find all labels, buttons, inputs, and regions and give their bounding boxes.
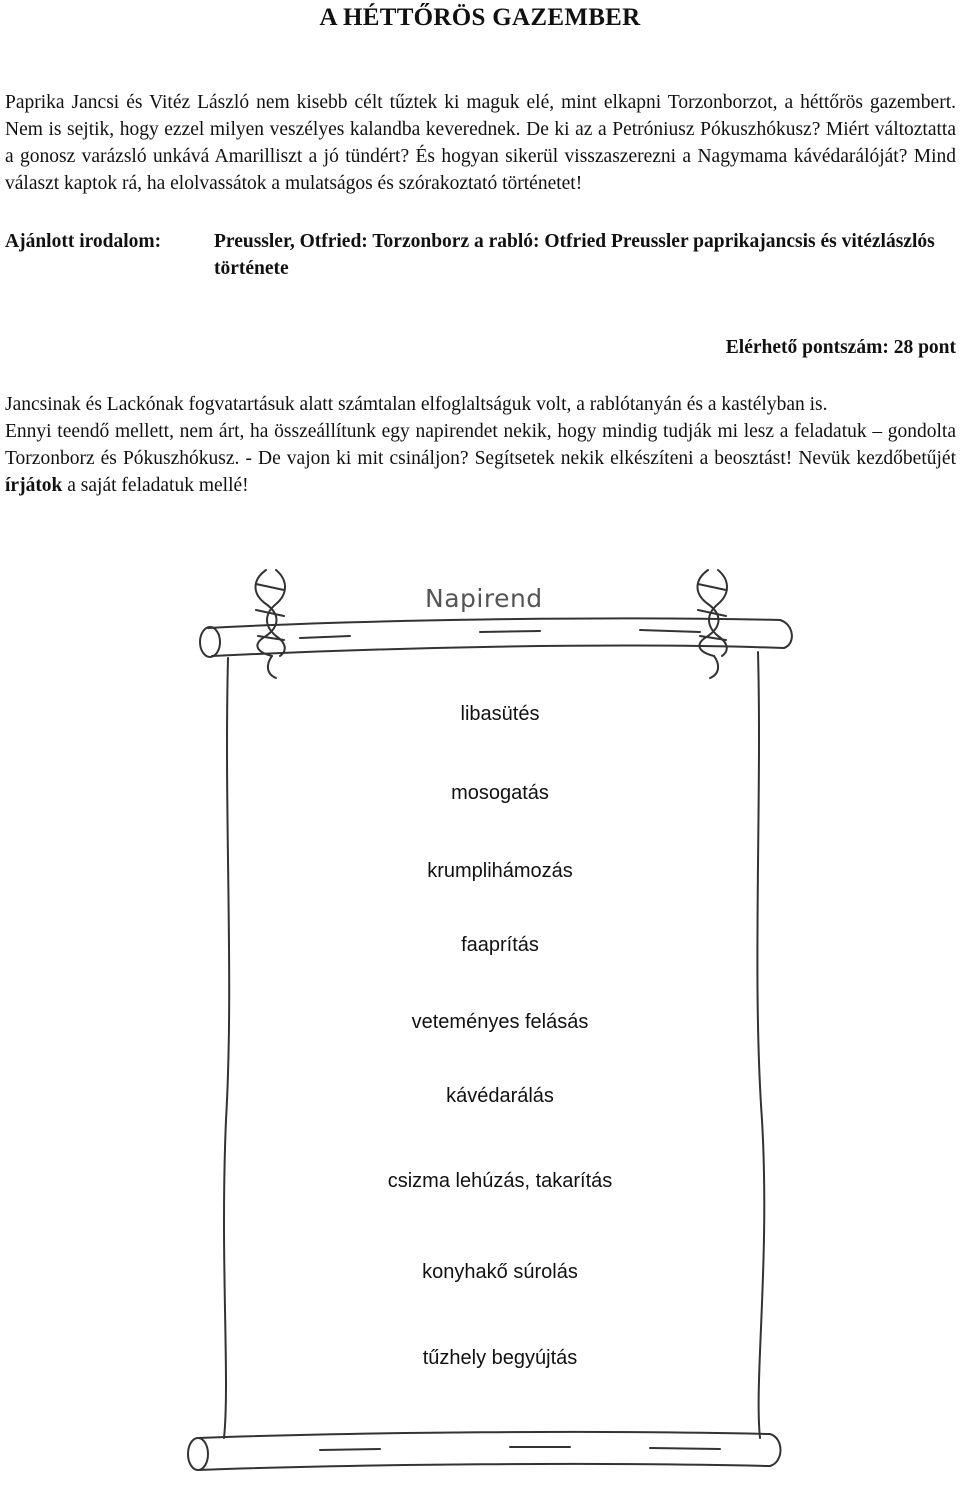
task-text-start: Ennyi teendő mellett, nem árt, ha összeállítunk egy napirendet nekik, hogy mindig tudják mi lesz a feladatuk – gondolta Torzonborz és Pókuszhókusz. - De vajon ki mit csináljon? Segítsetek nekik elkészíteni a beosztást! Nevük kezdőbetűjét (5, 421, 956, 469)
task-paragraph-1: Jancsinak és Lackónak fogvatartásuk alatt számtalan elfoglaltságuk volt, a rablótanyán és a kastélyban is. (5, 394, 828, 415)
chore-list (180, 560, 960, 1490)
chore-item: faaprítás (461, 934, 539, 956)
chore-item: mosogatás (451, 782, 549, 804)
recommended-label: Ajánlott irodalom: (5, 231, 162, 252)
points-available: Elérhető pontszám: 28 pont (725, 337, 956, 358)
schedule-scroll (180, 560, 960, 1490)
chore-item: krumplihámozás (427, 860, 573, 882)
chore-item: tűzhely begyújtás (422, 1347, 578, 1369)
chore-item: kávédarálás (446, 1085, 554, 1107)
chore-item: csizma lehúzás, takarítás (387, 1170, 613, 1192)
chore-item: libasütés (460, 703, 540, 725)
task-instructions (5, 391, 956, 499)
schedule-title: Napirend (425, 584, 543, 613)
chore-item: konyhakő súrolás (422, 1261, 578, 1283)
recommended-book: Preussler, Otfried: Torzonborz a rabló: Otfried Preussler paprikajancsis és vitézlászlós története (214, 231, 935, 279)
task-paragraph-2 (5, 418, 956, 499)
task-text-bold: írjátok (5, 475, 63, 496)
intro-paragraph: Paprika Jancsi és Vitéz László nem kisebb célt tűztek ki maguk elé, mint elkapni Torzonborzot, a héttőrös gazembert. Nem is sejtik, hogy ezzel milyen veszélyes kalandba keverednek. De ki az a Petróniusz Pókuszhókusz? Miért változtatta a gonosz varázsló unkává Amarilliszt a jó tündért? És hogyan sikerül visszaszerezni a Nagymama kávédarálóját? Mind választ kaptok rá, ha elolvassátok a mulatságos és szórakoztató történetet! (5, 92, 956, 194)
chore-item: veteményes felásás (411, 1011, 589, 1033)
page-title: A HÉTTŐRÖS GAZEMBER (319, 4, 641, 31)
task-text-end: a saját feladatuk mellé! (62, 475, 249, 496)
